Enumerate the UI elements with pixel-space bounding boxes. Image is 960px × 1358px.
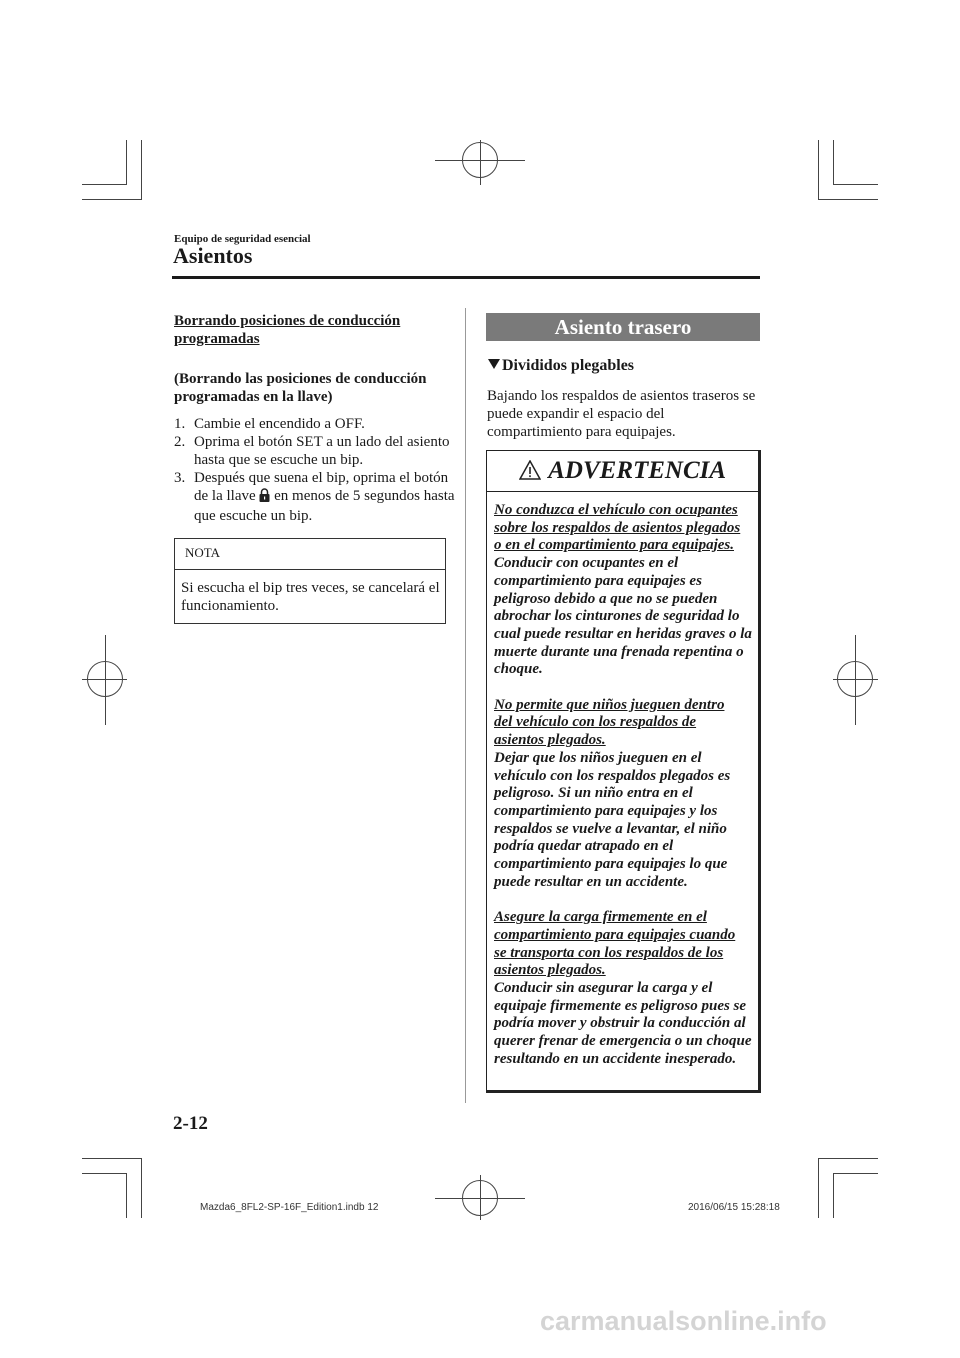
down-triangle-icon: [488, 359, 500, 369]
footer-file-info: Mazda6_8FL2-SP-16F_Edition1.indb 12: [200, 1202, 379, 1213]
step-text-after: en menos de 5 segundos hasta que escuche un bip.: [194, 488, 455, 524]
step-number: 3.: [174, 470, 186, 486]
subheading-text: Divididos plegables: [502, 357, 635, 374]
note-text: Si escucha el bip tres veces, se cancelará el funcionamiento.: [181, 580, 440, 614]
note-box: [174, 538, 446, 624]
warning-block: [494, 697, 756, 892]
subheading: [488, 357, 634, 375]
step-text-before: Después que suena el bip, oprima el botón de la llave: [194, 470, 449, 504]
note-header: [175, 539, 445, 570]
warning-underlined-line: asientos plegados.: [494, 732, 606, 749]
warning-underlined-line: se transporta con los respaldos de los: [494, 944, 724, 961]
warning-box: [486, 450, 761, 1093]
step-text: Cambie el encendido a OFF.: [194, 416, 365, 432]
warning-header: [487, 451, 758, 492]
warning-underlined-line: del vehículo con los respaldos de: [494, 714, 697, 731]
list-item: [174, 415, 464, 433]
warning-block: [494, 909, 756, 1068]
warning-underlined-line: o en el compartimiento para equipajes.: [494, 537, 734, 554]
warning-underlined-line: sobre los respaldos de asientos plegados: [494, 519, 741, 536]
list-item: [174, 469, 464, 525]
step-number: 2.: [174, 434, 186, 450]
warning-underlined-line: Asegure la carga firmemente en el: [494, 909, 707, 926]
warning-underlined-line: compartimiento para equipajes cuando: [494, 926, 736, 943]
intro-paragraph: Bajando los respaldos de asientos traseros se puede expandir el espacio del compartimiento para equipajes.: [487, 388, 756, 440]
left-subheading-line1: (Borrando las posiciones de conducción: [174, 371, 427, 387]
column-divider: [465, 308, 466, 1103]
left-heading: [174, 312, 446, 348]
warning-body: [494, 502, 756, 1086]
page-number: 2-12: [173, 1113, 208, 1134]
title-rule: [172, 276, 760, 279]
step-number: 1.: [174, 416, 186, 432]
left-subheading: [174, 370, 446, 406]
warning-title: ADVERTENCIA: [548, 457, 727, 484]
warning-text: Conducir sin asegurar la carga y el equipaje firmemente es peligroso pues se podría mover y obstruir la conducción al querer frenar de emergencia o un choque resultando en un accidente inesperado.: [494, 979, 752, 1067]
warning-text: Conducir con ocupantes en el compartimiento para equipajes es peligroso debido a que no se pueden abrochar los cinturones de seguridad lo cual puede resultar en heridas graves o la muerte durante una frenada repentina o choque.: [494, 555, 752, 678]
warning-underlined-line: No permite que niños jueguen dentro: [494, 696, 725, 713]
note-title: NOTA: [185, 545, 221, 560]
step-text: Oprima el botón SET a un lado del asiento hasta que se escuche un bip.: [194, 434, 450, 468]
section-label: Equipo de seguridad esencial: [174, 233, 311, 245]
left-heading-line2: programadas: [174, 331, 260, 347]
warning-text: Dejar que los niños jueguen en el vehículo con los respaldos plegados es peligroso. Si un niño entra en el compartimiento para equipajes y los respaldos se vuelve a levantar, el niño podría quedar atrapado en el compartimiento para equipajes lo que puede resultar en un accidente.: [494, 749, 731, 890]
page-title: Asientos: [173, 243, 253, 268]
left-heading-line1: Borrando posiciones de conducción: [174, 313, 401, 329]
left-subheading-line2: programadas en la llave): [174, 389, 333, 405]
list-item: [174, 433, 464, 469]
watermark: carmanualsonline.info: [540, 1306, 827, 1336]
section-banner: Asiento trasero: [486, 313, 760, 341]
lock-icon: [259, 488, 270, 507]
footer-date-info: 2016/06/15 15:28:18: [688, 1202, 780, 1213]
steps-list: [174, 415, 464, 525]
warning-triangle-icon: [519, 457, 548, 484]
warning-underlined-line: asientos plegados.: [494, 962, 606, 979]
warning-underlined-line: No conduzca el vehículo con ocupantes: [494, 502, 738, 518]
warning-block: [494, 502, 756, 679]
